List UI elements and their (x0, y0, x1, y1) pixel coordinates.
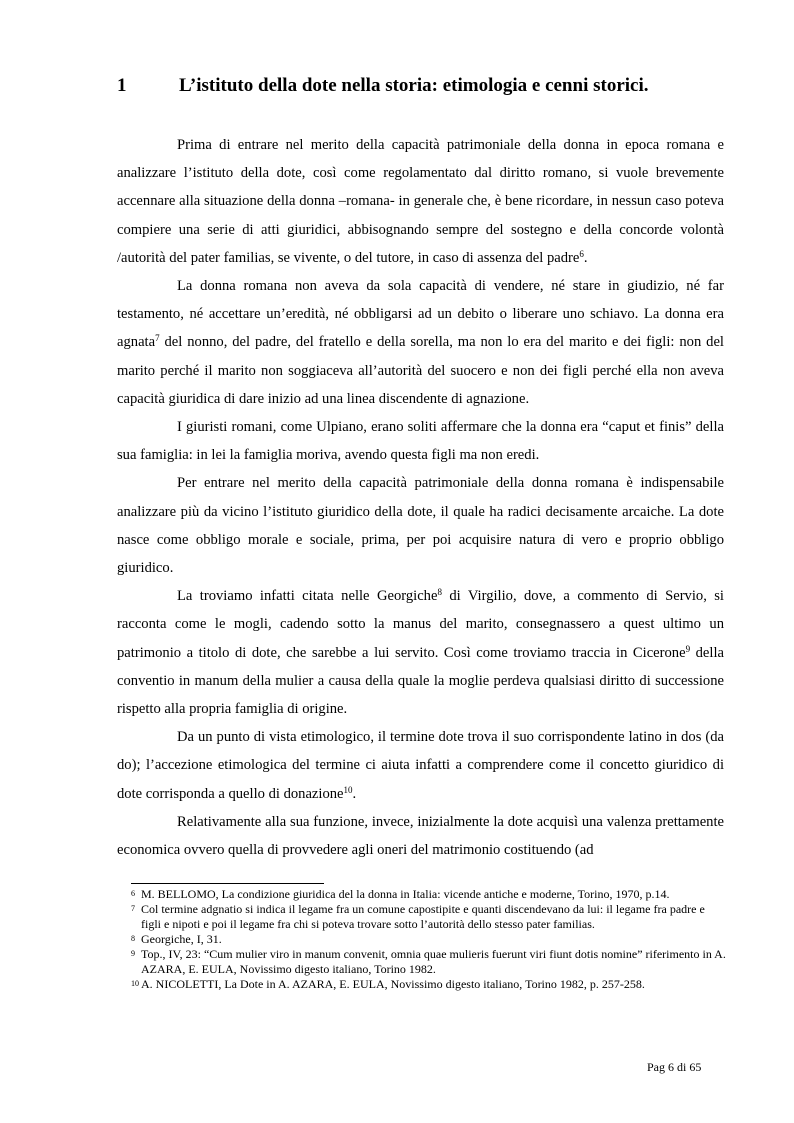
paragraph: La donna romana non aveva da sola capacità di vendere, né stare in giudizio, né far testamento, né accettare un’eredità, né obbligarsi ad un debito o liberare uno schiavo. La donna era agnata$^7$ del nonno, del padre, del fratello e della sorella, ma non lo era del marito e dei figli: non del marito perché il marito non soggiaceva all’autorità del suocero e non dei figli perché ella non aveva capacità giuridica di dare inizio ad una linea discendente di agnazione. (117, 278, 724, 407)
footnote-number: 10 (131, 979, 139, 988)
footnote-number: 7 (131, 904, 135, 913)
page-number: Pag 6 di 65 (647, 1060, 702, 1074)
paragraph: Da un punto di vista etimologico, il termine dote trova il suo corrispondente latino in dos (da do); l’accezione etimologica del termine ci aiuta infatti a comprendere come il concetto giuridico di dote corrisponda a quello di donazione$^{10}$. (117, 729, 724, 802)
footnote-ref: 7 (155, 333, 160, 344)
footnote (131, 932, 727, 947)
paragraph: I giuristi romani, come Ulpiano, erano soliti affermare che la donna era “caput et finis” della sua famiglia: in lei la famiglia moriva, avendo questa figli ma non eredi. (117, 419, 724, 464)
footnote (131, 947, 727, 977)
footnote-text: Georgiche, I, 31. (141, 932, 222, 946)
paragraph: Relativamente alla sua funzione, invece, inizialmente la dote acquisì una valenza prettamente economica ovvero quella di provvedere agli oneri del matrimonio costituendo (ad (117, 813, 724, 859)
paragraph: Per entrare nel merito della capacità patrimoniale della donna romana è indispensabile analizzare più da vicino l’istituto giuridico della dote, il quale ha radici decisamente arcaiche. La dote nasce come obbligo morale e sociale, prima, per poi acquisire natura di vero e proprio obbligo giuridico. (117, 475, 724, 577)
footnote-ref: 9 (685, 643, 691, 654)
footnote-ref: 6 (579, 248, 584, 259)
footnote (131, 887, 727, 902)
footnotes (131, 887, 727, 992)
footnote (131, 902, 727, 932)
footnote-number: 6 (131, 889, 135, 898)
section-title: L’istituto della dote nella storia: etimologia e cenni storici. (179, 75, 649, 96)
body-text (117, 131, 724, 864)
section-number: 1 (117, 75, 127, 96)
paragraph: Prima di entrare nel merito della capacità patrimoniale della donna in epoca romana e analizzare l’istituto della dote, così come regolamentato dal diritto romano, si vuole brevemente accennare alla situazione della donna –romana- in generale che, è bene ricordare, in nessun caso poteva compiere una serie di atti giuridici, abbisognando sempre del sostegno e della concorde volontà /autorità del pater familias, se vivente, o del tutore, in caso di assenza del padre$^6$. (117, 137, 724, 266)
footnote-text: Top., IV, 23: “Cum mulier viro in manum convenit, omnia quae mulieris fuerunt viri fiunt dotis nomine” riferimento in A. AZARA, E. EULA, Novissimo digesto italiano, Torino 1982. (141, 947, 726, 976)
footnote (131, 977, 727, 992)
footnote-ref: 8 (437, 587, 442, 598)
footnote-text: M. BELLOMO, La condizione giuridica del la donna in Italia: vicende antiche e moderne, Torino, 1970, p.14. (141, 887, 670, 901)
footnote-number: 8 (131, 934, 135, 943)
footnote-text: Col termine adgnatio si indica il legame fra un comune capostipite e quanti discendevano da lui: il legame fra padre e figli e nipoti e poi il legame fra chi si poteva trovare sotto l’autorità dello stesso pater familias. (141, 902, 705, 931)
footnote-text: A. NICOLETTI, La Dote in A. AZARA, E. EULA, Novissimo digesto italiano, Torino 1982, p. 257-258. (141, 977, 645, 991)
footnote-separator (131, 883, 324, 884)
paragraph: La troviamo infatti citata nelle Georgiche$^8$ di Virgilio, dove, a commento di Servio, si racconta come le mogli, cadendo sotto la manus del marito, consegnassero a quest ultimo un patrimonio a titolo di dote, che sarebbe a lui servito. Così come troviamo traccia in Cicerone$^9$ della conventio in manum della mulier a causa della quale la moglie perdeva qualsiasi diritto di successione rispetto alla propria famiglia di origine. (117, 587, 724, 718)
footnote-number: 9 (131, 949, 135, 958)
footnote-ref: 10 (343, 784, 353, 795)
section-heading (117, 74, 717, 98)
